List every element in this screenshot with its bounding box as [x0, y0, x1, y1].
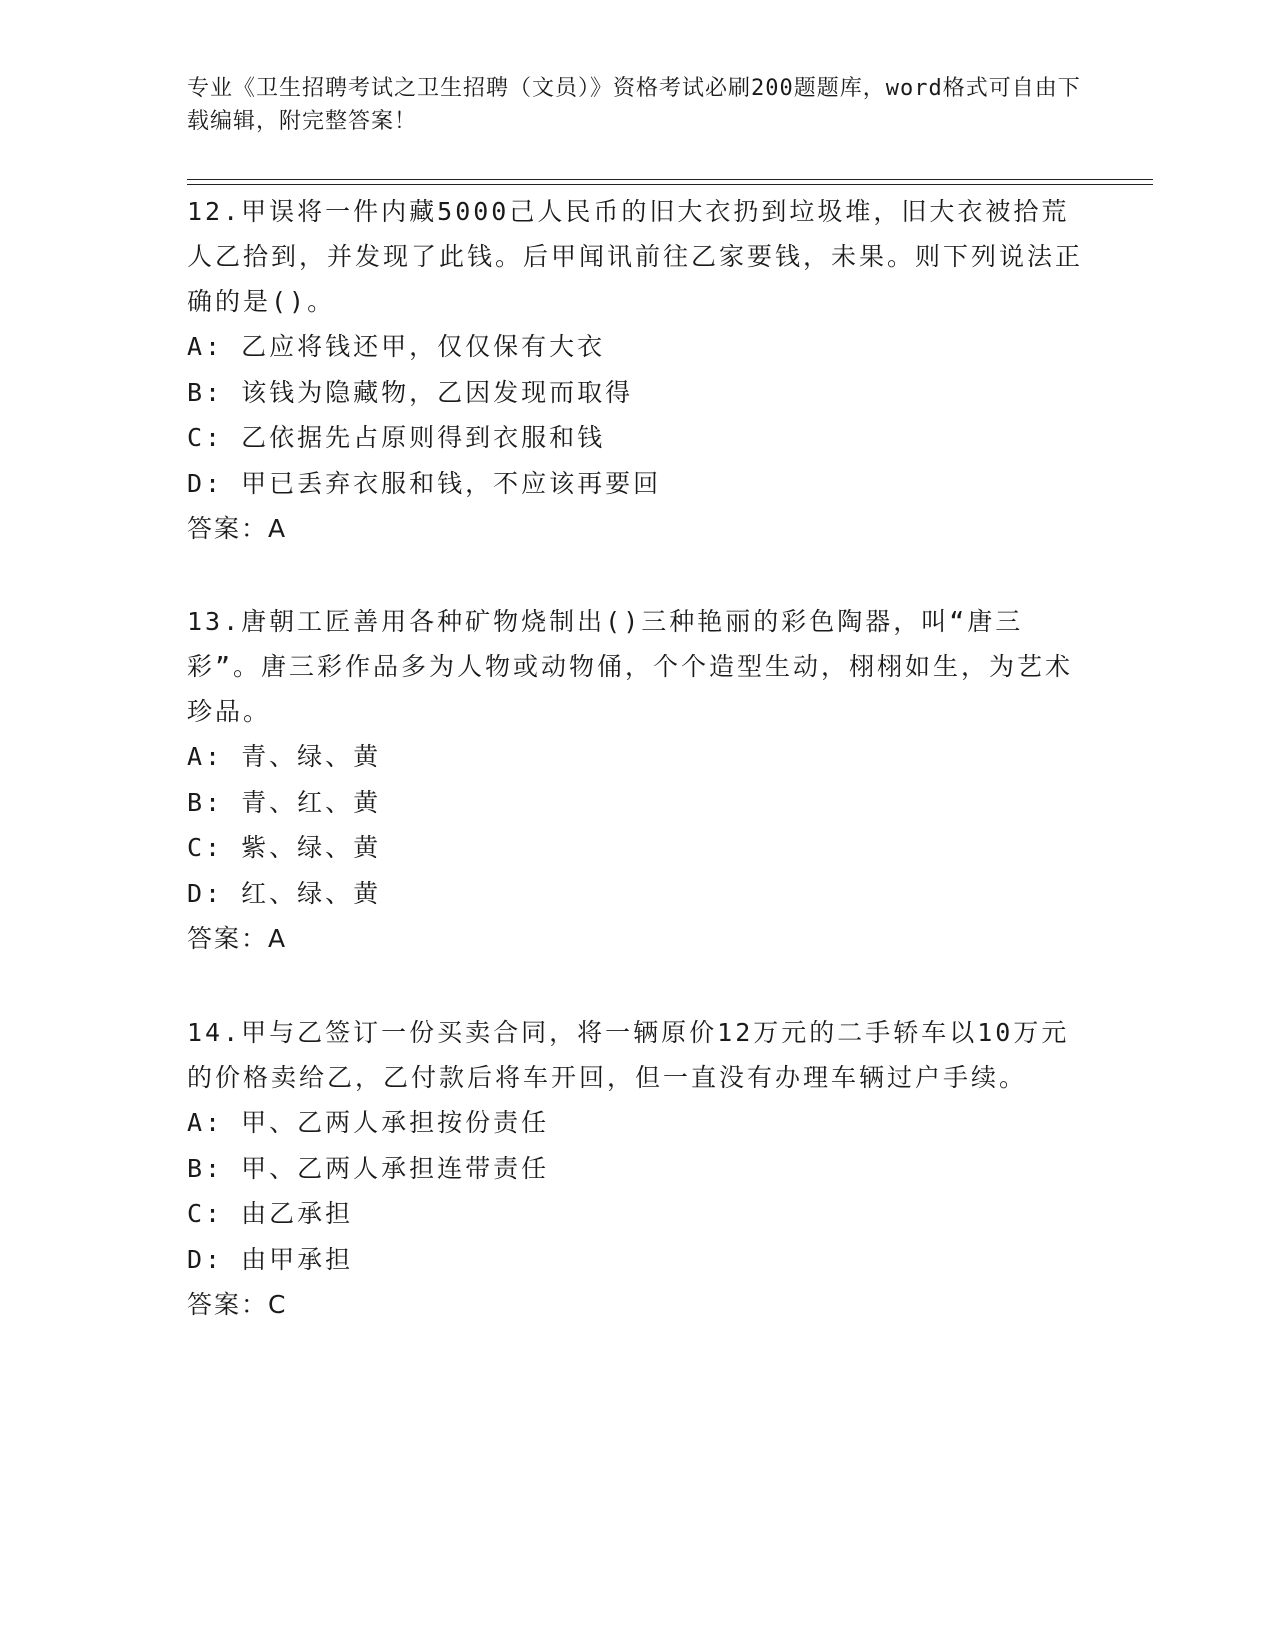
option-d: D: 由甲承担	[187, 1244, 354, 1274]
answer-line: 答案：A	[187, 514, 288, 543]
option-b: B: 甲、乙两人承担连带责任	[187, 1153, 550, 1183]
answer-line: 答案：A	[187, 924, 288, 953]
option-a: A: 青、绿、黄	[187, 742, 382, 771]
question-text: 12.甲误将一件内藏5000己人民币的旧大衣扔到垃圾堆，旧大衣被拾荒人乙拾到，并发现了此钱。后甲闻讯前往乙家要钱，未果。则下列说法正确的是()。	[187, 197, 1084, 316]
question-13	[187, 599, 1087, 962]
header-divider-bottom	[187, 184, 1153, 185]
question-14	[187, 1010, 1087, 1328]
option-b: B: 青、红、黄	[187, 787, 382, 817]
option-d: D: 红、绿、黄	[187, 878, 382, 908]
option-c: C: 乙依据先占原则得到衣服和钱	[187, 423, 606, 452]
answer-line: 答案：C	[187, 1290, 288, 1319]
option-d: D: 甲已丢弃衣服和钱，不应该再要回	[187, 468, 662, 498]
option-a: A: 甲、乙两人承担按份责任	[187, 1108, 550, 1137]
question-12	[187, 189, 1087, 552]
option-b: B: 该钱为隐藏物，乙因发现而取得	[187, 377, 634, 407]
option-c: C: 紫、绿、黄	[187, 833, 382, 862]
question-text: 14.甲与乙签订一份买卖合同，将一辆原价12万元的二手轿车以10万元的价格卖给乙，乙付款后将车开回，但一直没有办理车辆过户手续。	[187, 1018, 1070, 1092]
header-divider-top	[187, 179, 1153, 180]
option-c: C: 由乙承担	[187, 1199, 354, 1228]
document-header: 专业《卫生招聘考试之卫生招聘（文员）》资格考试必刷200题题库，word格式可自由下载编辑，附完整答案！	[187, 76, 1081, 134]
option-a: A: 乙应将钱还甲，仅仅保有大衣	[187, 332, 606, 361]
question-text: 13.唐朝工匠善用各种矿物烧制出()三种艳丽的彩色陶器，叫“唐三彩”。唐三彩作品多为人物或动物俑，个个造型生动，栩栩如生，为艺术珍品。	[187, 607, 1074, 726]
